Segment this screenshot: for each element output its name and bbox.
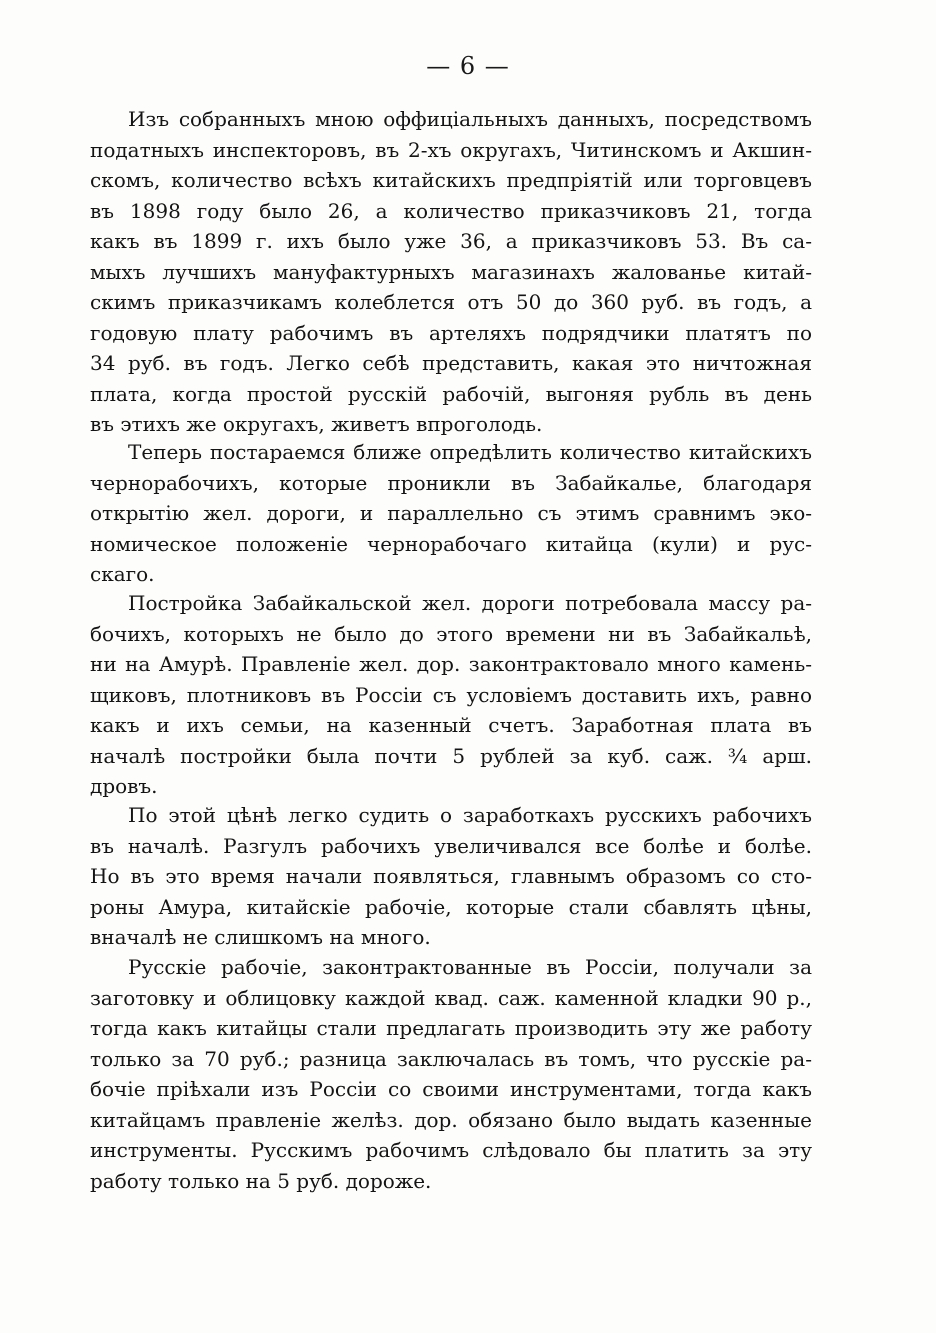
paragraph-line: скаго. <box>90 562 155 586</box>
paragraph-line: какъ въ 1899 г. ихъ было уже 36, а приказчиковъ 53. Въ са- <box>90 229 812 253</box>
paragraph-line: въ 1898 году было 26, а количество приказчиковъ 21, тогда <box>90 198 812 223</box>
paragraph-line: тогда какъ китайцы стали предлагать производить эту же работу <box>90 1016 812 1040</box>
paragraph-line: роны Амура, китайскіе рабочіе, которые стали сбавлять цѣны, <box>90 894 812 919</box>
paragraph-line: началѣ постройки была почти 5 рублей за куб. саж. ¾ арш. <box>90 743 812 768</box>
paragraph-2 <box>90 437 812 590</box>
paragraph-line: бочіе пріѣхали изъ Россіи со своими инструментами, тогда какъ <box>90 1077 812 1101</box>
paragraph-line: какъ и ихъ семьи, на казенный счетъ. Заработная плата въ <box>90 713 812 737</box>
paragraph-line: заготовку и облицовку каждой квад. саж. каменной кладки 90 р., <box>90 985 812 1010</box>
paragraph-line: Теперь постараемся ближе опредѣлить количество китайскихъ <box>128 440 812 464</box>
paragraph-line: годовую плату рабочимъ въ артеляхъ подрядчики платятъ по <box>90 320 812 345</box>
paragraph-line: щиковъ, плотниковъ въ Россіи съ условіемъ доставить ихъ, равно <box>90 682 812 707</box>
paragraph-line: скимъ приказчикамъ колеблется отъ 50 до 360 руб. въ годъ, а <box>90 290 812 314</box>
paragraph-line: бочихъ, которыхъ не было до этого времени ни въ Забайкальѣ, <box>90 621 812 646</box>
paragraph-line: податныхъ инспекторовъ, въ 2-хъ округахъ, Читинскомъ и Акшин- <box>90 137 812 162</box>
paragraph-line: инструменты. Русскимъ рабочимъ слѣдовало бы платить за эту <box>90 1138 812 1162</box>
paragraph-line: китайцамъ правленіе желѣз. дор. обязано было выдать казенные <box>90 1107 812 1132</box>
paragraph-line: дровъ. <box>90 774 158 798</box>
paragraph-line: Постройка Забайкальской жел. дороги потребовала массу ра- <box>128 591 812 615</box>
paragraph-line: номическое положеніе чернорабочаго китайца (кули) и рус- <box>90 531 812 556</box>
paragraph-4 <box>90 800 812 953</box>
paragraph-line: Русскіе рабочіе, законтрактованные въ Россіи, получали за <box>128 955 812 979</box>
paragraph-line: мыхъ лучшихъ мануфактурныхъ магазинахъ жалованье китай- <box>90 259 812 284</box>
paragraph-line: только за 70 руб.; разница заключалась въ томъ, что русскіе ра- <box>90 1046 812 1071</box>
paragraph-line: работу только на 5 руб. дороже. <box>90 1168 432 1193</box>
paragraph-line: Изъ собранныхъ мною оффиціальныхъ данныхъ, посредствомъ <box>128 107 812 131</box>
paragraph-line: По этой цѣнѣ легко судить о заработкахъ русскихъ рабочихъ <box>128 803 812 827</box>
paragraph-line: открытію жел. дороги, и параллельно съ этимъ сравнимъ эко- <box>90 501 812 525</box>
paragraph-3 <box>90 588 812 802</box>
paragraph-5 <box>90 952 812 1196</box>
paragraph-line: вначалѣ не слишкомъ на много. <box>90 925 431 949</box>
paragraph-line: скомъ, количество всѣхъ китайскихъ предпріятій или торговцевъ <box>90 168 812 192</box>
paragraph-line: плата, когда простой русскій рабочій, выгоняя рубль въ день <box>90 381 812 406</box>
page-number: — 6 — <box>426 52 510 80</box>
paragraph-line: ни на Амурѣ. Правленіе жел. дор. законтрактовало много камень- <box>90 652 812 676</box>
paragraph-line: чернорабочихъ, которые проникли въ Забайкалье, благодаря <box>90 470 812 495</box>
paragraph-line: въ этихъ же округахъ, живетъ впроголодь. <box>90 412 543 436</box>
paragraph-line: въ началѣ. Разгулъ рабочихъ увеличивался все болѣе и болѣе. <box>90 833 812 858</box>
paragraph-line: 34 руб. въ годъ. Легко себѣ представить, какая это ничтожная <box>90 351 812 375</box>
paragraph-line: Но въ это время начали появляться, главнымъ образомъ со сто- <box>90 864 812 888</box>
paragraph-1 <box>90 104 812 440</box>
